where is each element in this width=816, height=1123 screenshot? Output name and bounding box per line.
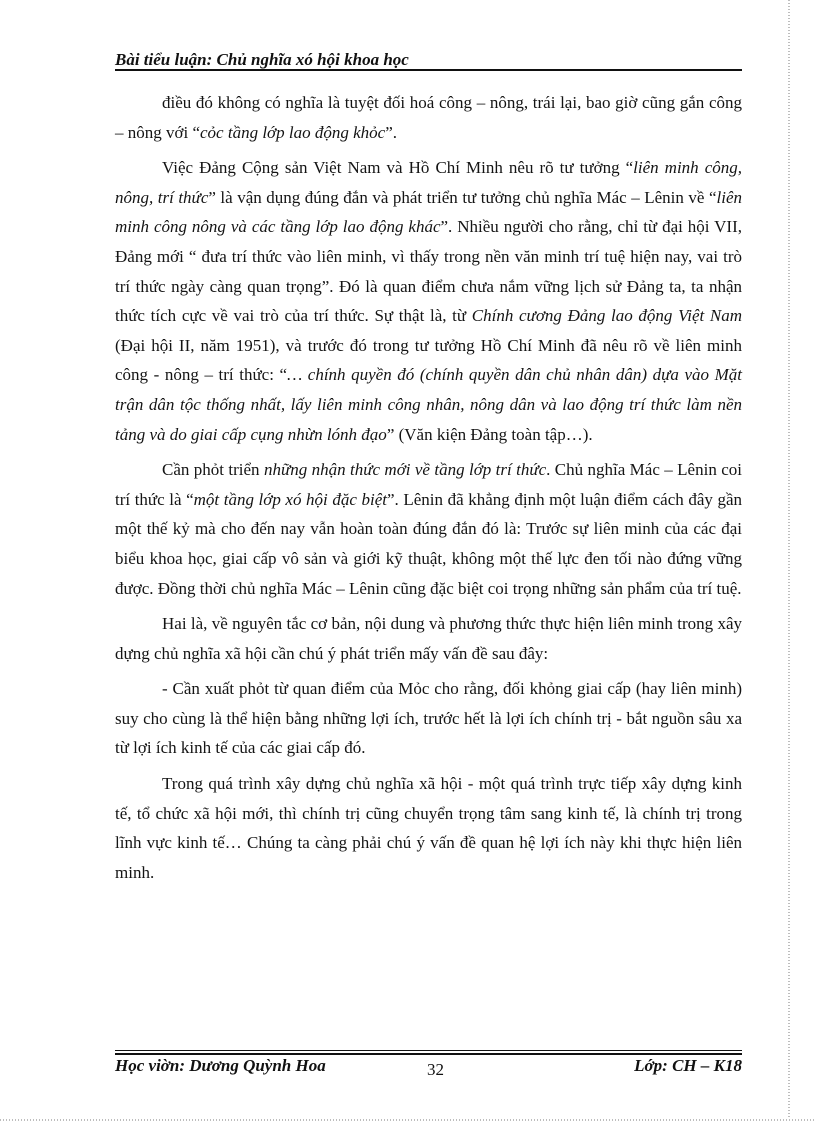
paragraph <box>115 455 742 603</box>
page-border-bottom <box>0 1119 816 1121</box>
text-run: ” là vận dụng đúng đắn và phát triển tư tưởng chủ nghĩa Mác – Lênin về “ <box>208 187 717 207</box>
header-rule <box>115 69 742 71</box>
text-run: Hai là, về nguyên tắc cơ bản, nội dung và phương thức thực hiện liên minh trong xây dựng chủ nghĩa xã hội cần chú ý phát triển mấy vấn đề sau đây: <box>115 614 742 663</box>
text-run: - Cần xuất phỏt từ quan điểm của Mỏc cho rằng, đối khỏng giai cấp (hay liên minh) suy cho cùng là thể hiện bằng những lợi ích, trước hết là lợi ích chính trị - bắt nguồn sâu xa từ lợi ích kinh tế của các giai cấp đó. <box>115 679 742 758</box>
footer-student-name: Học viờn: Dương Quỳnh Hoa <box>115 1056 326 1075</box>
footer-rule-thin <box>115 1050 742 1051</box>
paragraph <box>115 769 742 887</box>
footer-rule-thick <box>115 1053 742 1055</box>
text-run: (Đại hội II, năm 1951), và trước đó trong tư tưởng Hồ Chí Minh đã nêu rõ về liên minh công - nông – trí thức: “ <box>115 335 742 385</box>
italic-text-run: … chính quyền đó (chính quyền dân chủ nhân dân) dựa vào Mặt trận dân tộc thống nhất, lấy liên minh công nhân, nông dân và lao động trí thức làm nền tảng và do giai cấp cụng nhừn lónh đạo <box>115 365 742 444</box>
text-run: điều đó không có nghĩa là tuyệt đối hoá công – nông, trái lại, bao giờ cũng gắn công – nông với “ <box>115 93 742 142</box>
paragraph <box>115 609 742 668</box>
italic-text-run: những nhận thức mới về tầng lớp trí thức <box>263 460 547 480</box>
page-number: 32 <box>427 1060 444 1079</box>
italic-text-run: Chính cương Đảng lao động Việt Nam <box>471 306 742 326</box>
running-header: Bài tiểu luận: Chủ nghĩa xó hội khoa học <box>115 50 409 69</box>
text-run: ”. <box>385 122 397 142</box>
text-run: Cần phỏt triển <box>162 460 264 480</box>
page-border-right <box>788 0 790 1118</box>
text-run: ”. Nhiều người cho rằng, chỉ từ đại hội VII, Đảng mới “ đưa trí thức vào liên minh, vì thấy trong nền văn minh trí tuệ hiện nay, vai trò trí thức ngày càng quan trọng”. Đó là quan điểm chưa nắm vững lịch sử Đảng ta, ta nhận thức tích cực về vai trò của trí thức. Sự thật là, từ <box>115 217 742 326</box>
text-run: ” (Văn kiện Đảng toàn tập…). <box>386 424 593 444</box>
paragraph <box>115 674 742 763</box>
text-run: Trong quá trình xây dựng chủ nghĩa xã hội - một quá trình trực tiếp xây dựng kinh tế, tổ chức xã hội mới, thì chính trị cũng chuyển trọng tâm sang kinh tế, là chính trị trong lĩnh vực kinh tế… Chúng ta càng phải chú ý vấn đề quan hệ lợi ích này khi thực hiện liên minh. <box>115 774 742 882</box>
text-run: ”. Lênin đã khẳng định một luận điểm cách đây gần một thế kỷ mà cho đến nay vẫn hoàn toàn đúng đắn đó là: Trước sự liên minh của các đại biểu khoa học, giai cấp vô sản và giới kỹ thuật, không một thế lực đen tối nào đứng vững được. Đồng thời chủ nghĩa Mác – Lênin cũng đặc biệt coi trọng những sản phẩm của trí tuệ. <box>115 489 743 598</box>
italic-text-run: cỏc tầng lớp lao động khỏc <box>200 122 386 142</box>
document-body <box>115 88 742 893</box>
italic-text-run: một tầng lớp xó hội đặc biệt <box>193 489 387 509</box>
footer-class-label: Lớp: CH – K18 <box>634 1056 742 1075</box>
text-run: . Chủ nghĩa Mác – Lênin coi trí thức là “ <box>115 460 742 509</box>
italic-text-run: liên minh công nông và các tầng lớp lao động khác <box>115 187 743 237</box>
italic-text-run: liên minh công, nông, trí thức <box>115 158 742 207</box>
paragraph <box>115 153 742 449</box>
paragraph <box>115 88 742 147</box>
text-run: Việc Đảng Cộng sản Việt Nam và Hồ Chí Minh nêu rõ tư tưởng “ <box>162 158 634 178</box>
